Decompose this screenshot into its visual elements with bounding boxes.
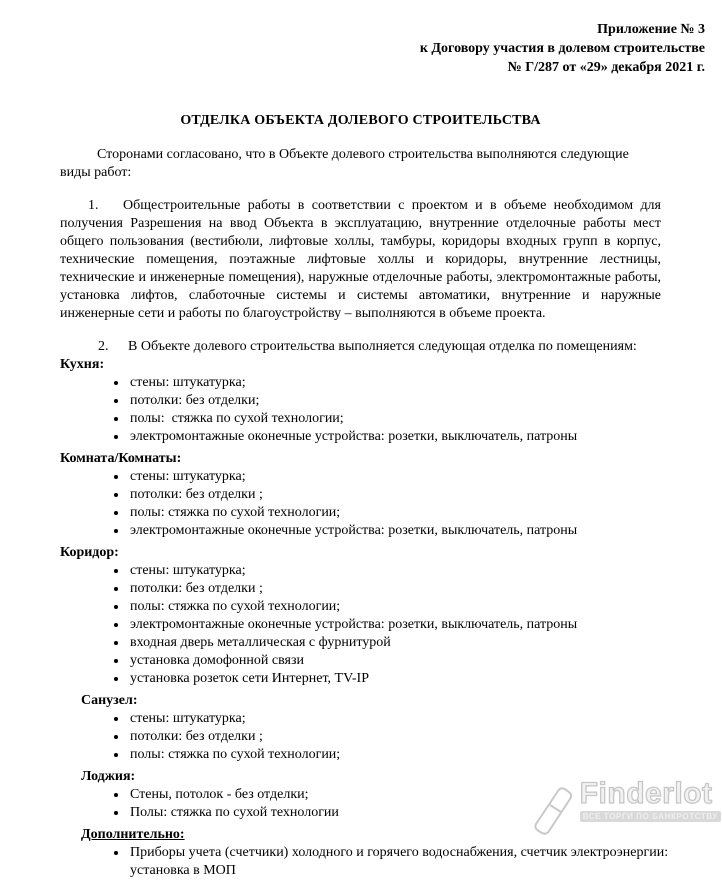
section-loggia-list (60, 786, 661, 822)
list-item: • Приборы учета (счетчики) холодного и горячего водоснабжения, счетчик электроэнергии: установка в МОП (128, 844, 695, 880)
list-item: • электромонтажные оконечные устройства: розетки, выключатель, патроны (128, 616, 661, 634)
section-loggia-heading: Лоджия: (81, 769, 136, 784)
clause-1-text: Общестроительные работы в соответствии с проектом и в объеме необходимом для получения Разрешения на ввод Объекта в эксплуатацию, внутренние отделочные работы мест общего пользования (вестибюли, лифтовые холлы, тамбуры, коридоры входных групп в корпус, технические помещения, поэтажные лифтовые холлы и коридоры, внутренние лестницы, технические и инженерные помещения), наружные отделочные работы, электромонтажные работы, установка лифтов, слаботочные системы и системы автоматики, внутренние и наружные инженерные сети и работы по благоустройству – выполняются в объеме проекта. (60, 198, 661, 321)
section-room (60, 450, 661, 540)
list-item: • стены: штукатурка; (128, 468, 661, 486)
clause-2-text: В Объекте долевого строительства выполняется следующая отделка по помещениям: (128, 339, 637, 354)
contract-number-date: № Г/287 от «29» декабря 2021 г. (507, 60, 705, 75)
clause-1 (60, 197, 661, 323)
list-item: • электромонтажные оконечные устройства: розетки, выключатель, патроны (128, 428, 661, 446)
list-item: • установка домофонной связи (128, 652, 661, 670)
list-item: • потолки: без отделки ; (128, 580, 661, 598)
section-bathroom (60, 692, 661, 764)
finderlot-tagline: ВСЕ ТОРГИ ПО БАНКРОТСТВУ (580, 811, 721, 822)
appendix-header (60, 20, 705, 77)
finderlot-brand: Finderlot (579, 777, 713, 810)
list-item: • стены: штукатурка; (128, 374, 661, 392)
list-item: • потолки: без отделки ; (128, 486, 661, 504)
section-kitchen-list (60, 374, 661, 446)
section-bathroom-list (60, 710, 661, 764)
clause-1-number: 1. (88, 198, 99, 213)
list-item: • Полы: стяжка по сухой технологии (128, 804, 661, 822)
section-kitchen (60, 356, 661, 446)
list-item: • входная дверь металлическая с фурнитурой (128, 634, 661, 652)
list-item: • электромонтажные оконечные устройства: розетки, выключатель, патроны (128, 522, 661, 540)
list-item: • стены: штукатурка; (128, 710, 661, 728)
list-item: • Стены, потолок - без отделки; (128, 786, 661, 804)
section-bathroom-heading: Санузел: (81, 693, 138, 708)
clause-2 (60, 338, 661, 356)
contract-reference: к Договору участия в долевом строительстве (419, 41, 705, 56)
document-title: ОТДЕЛКА ОБЪЕКТА ДОЛЕВОГО СТРОИТЕЛЬСТВА (180, 113, 541, 128)
intro-paragraph: Сторонами согласовано, что в Объекте долевого строительства выполняются следующие виды работ: (60, 147, 629, 180)
list-item: • потолки: без отделки; (128, 392, 661, 410)
clause-2-number: 2. (98, 339, 109, 354)
list-item: • полы: стяжка по сухой технологии; (128, 504, 661, 522)
section-room-heading: Комната/Комнаты: (60, 451, 182, 466)
document-body (60, 111, 672, 880)
section-corridor-heading: Коридор: (60, 545, 119, 560)
section-kitchen-heading: Кухня: (60, 357, 105, 372)
list-item: • установка розеток сети Интернет, TV-IP (128, 670, 661, 688)
list-item: • потолки: без отделки ; (128, 728, 661, 746)
section-corridor (60, 544, 661, 688)
section-additional-heading: Дополнительно: (81, 827, 185, 842)
section-additional-list (60, 844, 672, 880)
section-additional (60, 826, 672, 880)
section-corridor-list (60, 562, 661, 688)
list-item: • полы: стяжка по сухой технологии; (128, 598, 661, 616)
list-item: • стены: штукатурка; (128, 562, 661, 580)
list-item: • полы: стяжка по сухой технологии; (128, 746, 661, 764)
list-item: • полы: стяжка по сухой технологии; (128, 410, 661, 428)
section-room-list (60, 468, 661, 540)
section-loggia (60, 768, 661, 822)
appendix-number: Приложение № 3 (597, 22, 705, 37)
